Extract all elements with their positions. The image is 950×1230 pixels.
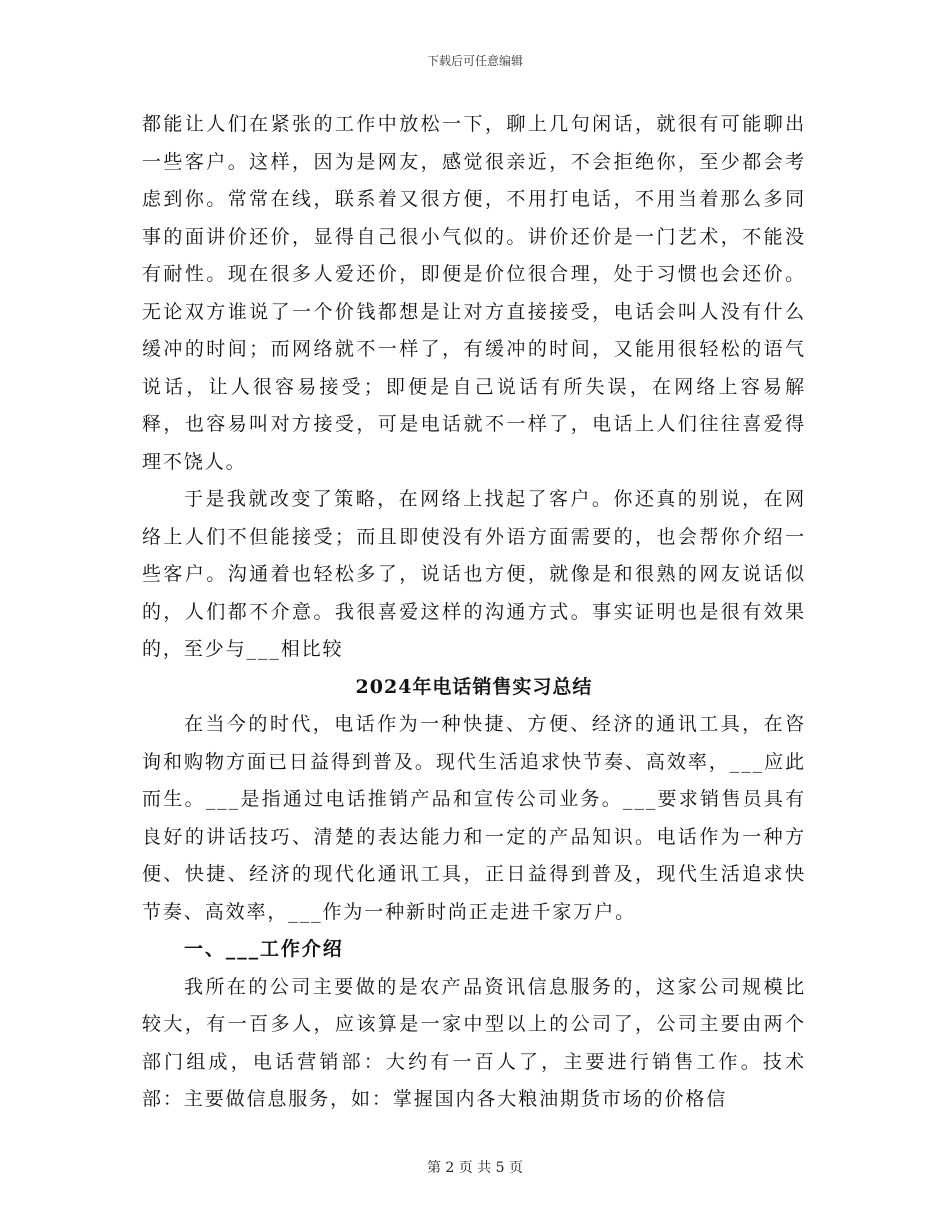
paragraph-4: 我所在的公司主要做的是农产品资讯信息服务的，这家公司规模比较大，有一百多人，应该算是一家中型以上的公司了，公司主要由两个部门组成，电话营销部：大约有一百人了，主要进行销售工作。技术部：主要做信息服务，如：掌握国内各大粮油期货市场的价格信 — [142, 975, 806, 1110]
document-body — [142, 106, 806, 1119]
section-heading-1: 一、___工作介绍 — [184, 938, 344, 960]
paragraph-3: 在当今的时代，电话作为一种快捷、方便、经济的通讯工具，在咨询和购物方面已日益得到普及。现代生活追求快节奏、高效率，___应此而生。___是指通过电话推销产品和宣传公司业务。___要求销售员具有良好的讲话技巧、清楚的表达能力和一定的产品知识。电话作为一种方便、快捷、经济的现代化通讯工具，正日益得到普及，现代生活追求快节奏、高效率，___作为一种新时尚正走进千家万户。 — [142, 713, 806, 923]
paragraph-2: 于是我就改变了策略，在网络上找起了客户。你还真的别说，在网络上人们不但能接受；而且即使没有外语方面需要的，也会帮你介绍一些客户。沟通着也轻松多了，说话也方便，就像是和很熟的网友说话似的，人们都不介意。我很喜爱这样的沟通方式。事实证明也是很有效果的，至少与___相比较 — [142, 488, 806, 660]
section-title: 2024年电话销售实习总结 — [355, 675, 593, 698]
paragraph-1: 都能让人们在紧张的工作中放松一下，聊上几句闲话，就很有可能聊出一些客户。这样，因为是网友，感觉很亲近，不会拒绝你，至少都会考虑到你。常常在线，联系着又很方便，不用打电话，不用当着那么多同事的面讲价还价，显得自己很小气似的。讲价还价是一门艺术，不能没有耐性。现在很多人爱还价，即便是价位很合理，处于习惯也会还价。无论双方谁说了一个价钱都想是让对方直接接受，电话会叫人没有什么缓冲的时间；而网络就不一样了，有缓冲的时间，又能用很轻松的语气说话，让人很容易接受；即便是自己说话有所失误，在网络上容易解释，也容易叫对方接受，可是电话就不一样了，电话上人们往往喜爱得理不饶人。 — [142, 113, 806, 473]
page-footer: 第 2 页 共 5 页 — [426, 1160, 524, 1176]
page-header: 下载后可任意编辑 — [426, 54, 523, 68]
